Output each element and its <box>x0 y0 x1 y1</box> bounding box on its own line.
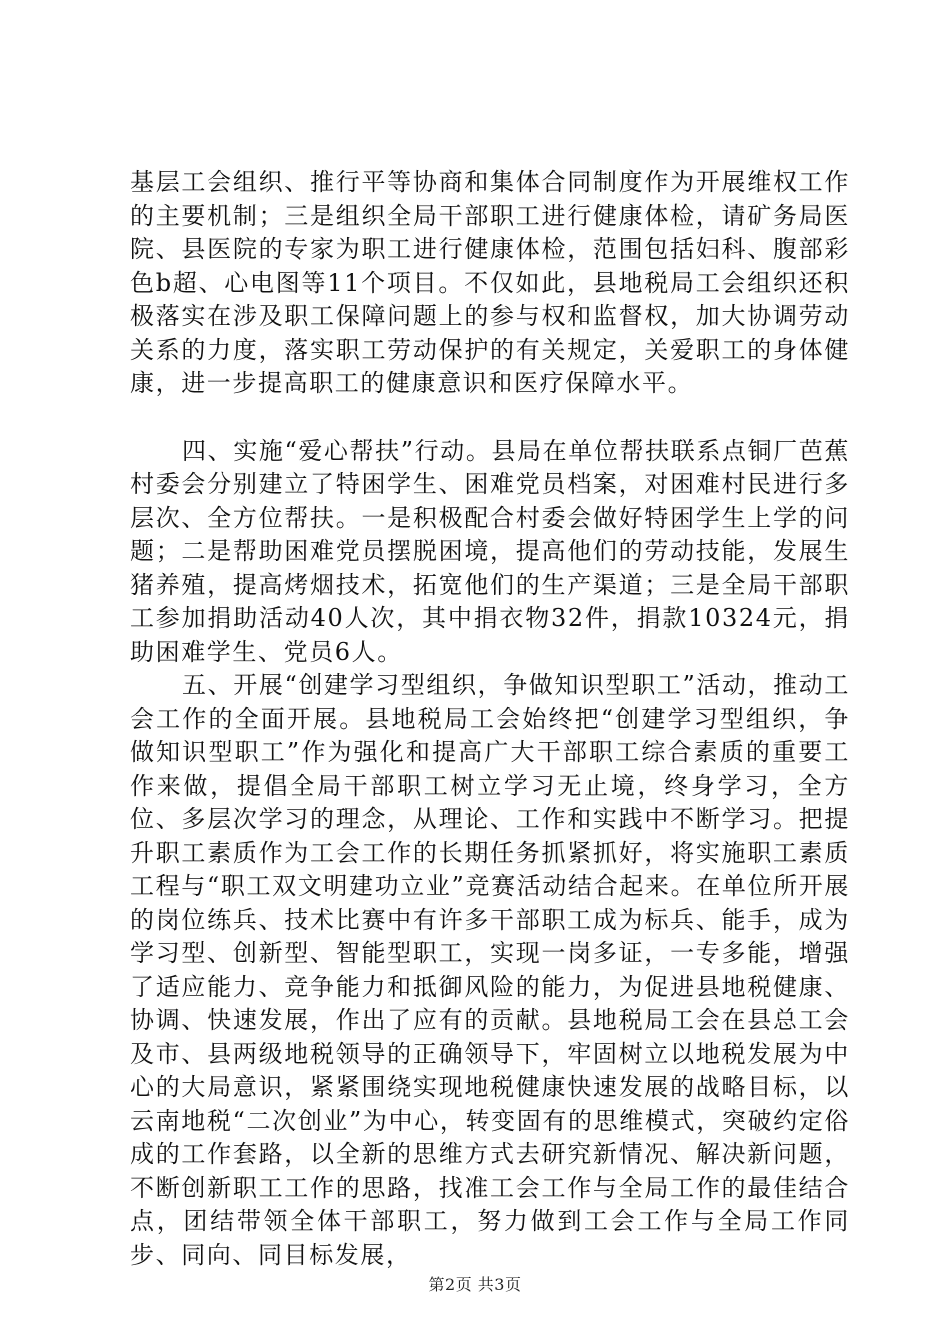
document-body <box>130 166 850 1272</box>
paragraph-learning-organization: 五、开展“创建学习型组织，争做知识型职工”活动，推动工会工作的全面开展。县地税局工会始终把“创建学习型组织，争做知识型职工”作为强化和提高广大干部职工综合素质的重要工作来做，提倡全局干部职工树立学习无止境，终身学习，全方位、多层次学习的理念，从理论、工作和实践中不断学习。把提升职工素质作为工会工作的长期任务抓紧抓好，将实施职工素质工程与“职工双文明建功立业”竞赛活动结合起来。在单位所开展的岗位练兵、技术比赛中有许多干部职工成为标兵、能手，成为学习型、创新型、智能型职工，实现一岗多证，一专多能，增强了适应能力、竞争能力和抵御风险的能力，为促进县地税健康、协调、快速发展，作出了应有的贡献。县地税局工会在县总工会及市、县两级地税领导的正确领导下，牢固树立以地税发展为中心的大局意识，紧紧围绕实现地税健康快速发展的战略目标，以云南地税“二次创业”为中心，转变固有的思维模式，突破约定俗成的工作套路，以全新的思维方式去研究新情况、解决新问题，不断创新职工工作的思路，找准工会工作与全局工作的最佳结合点，团结带领全体干部职工，努力做到工会工作与全局工作同步、同向、同目标发展， <box>130 671 850 1269</box>
paragraph-caring-assistance: 四、实施“爱心帮扶”行动。县局在单位帮扶联系点铜厂芭蕉村委会分别建立了特困学生、困难党员档案，对困难村民进行多层次、全方位帮扶。一是积极配合村委会做好特困学生上学的问题；二是帮助困难党员摆脱困境，提高他们的劳动技能，发展生猪养殖，提高烤烟技术，拓宽他们的生产渠道；三是全局干部职工参加捐助活动40人次，其中捐衣物32件，捐款10324元，捐助困难学生、党员6人。 <box>130 436 850 666</box>
paragraph-health-checkup: 基层工会组织、推行平等协商和集体合同制度作为开展维权工作的主要机制；三是组织全局干部职工进行健康体检，请矿务局医院、县医院的专家为职工进行健康体检，范围包括妇科、腹部彩色b超、心电图等11个项目。不仅如此，县地税局工会组织还积极落实在涉及职工保障问题上的参与权和监督权，加大协调劳动关系的力度，落实职工劳动保护的有关规定，关爱职工的身体健康，进一步提高职工的健康意识和医疗保障水平。 <box>130 168 850 397</box>
paragraph-spacer <box>130 401 850 435</box>
page-number-footer: 第2页 共3页 <box>428 1275 522 1294</box>
